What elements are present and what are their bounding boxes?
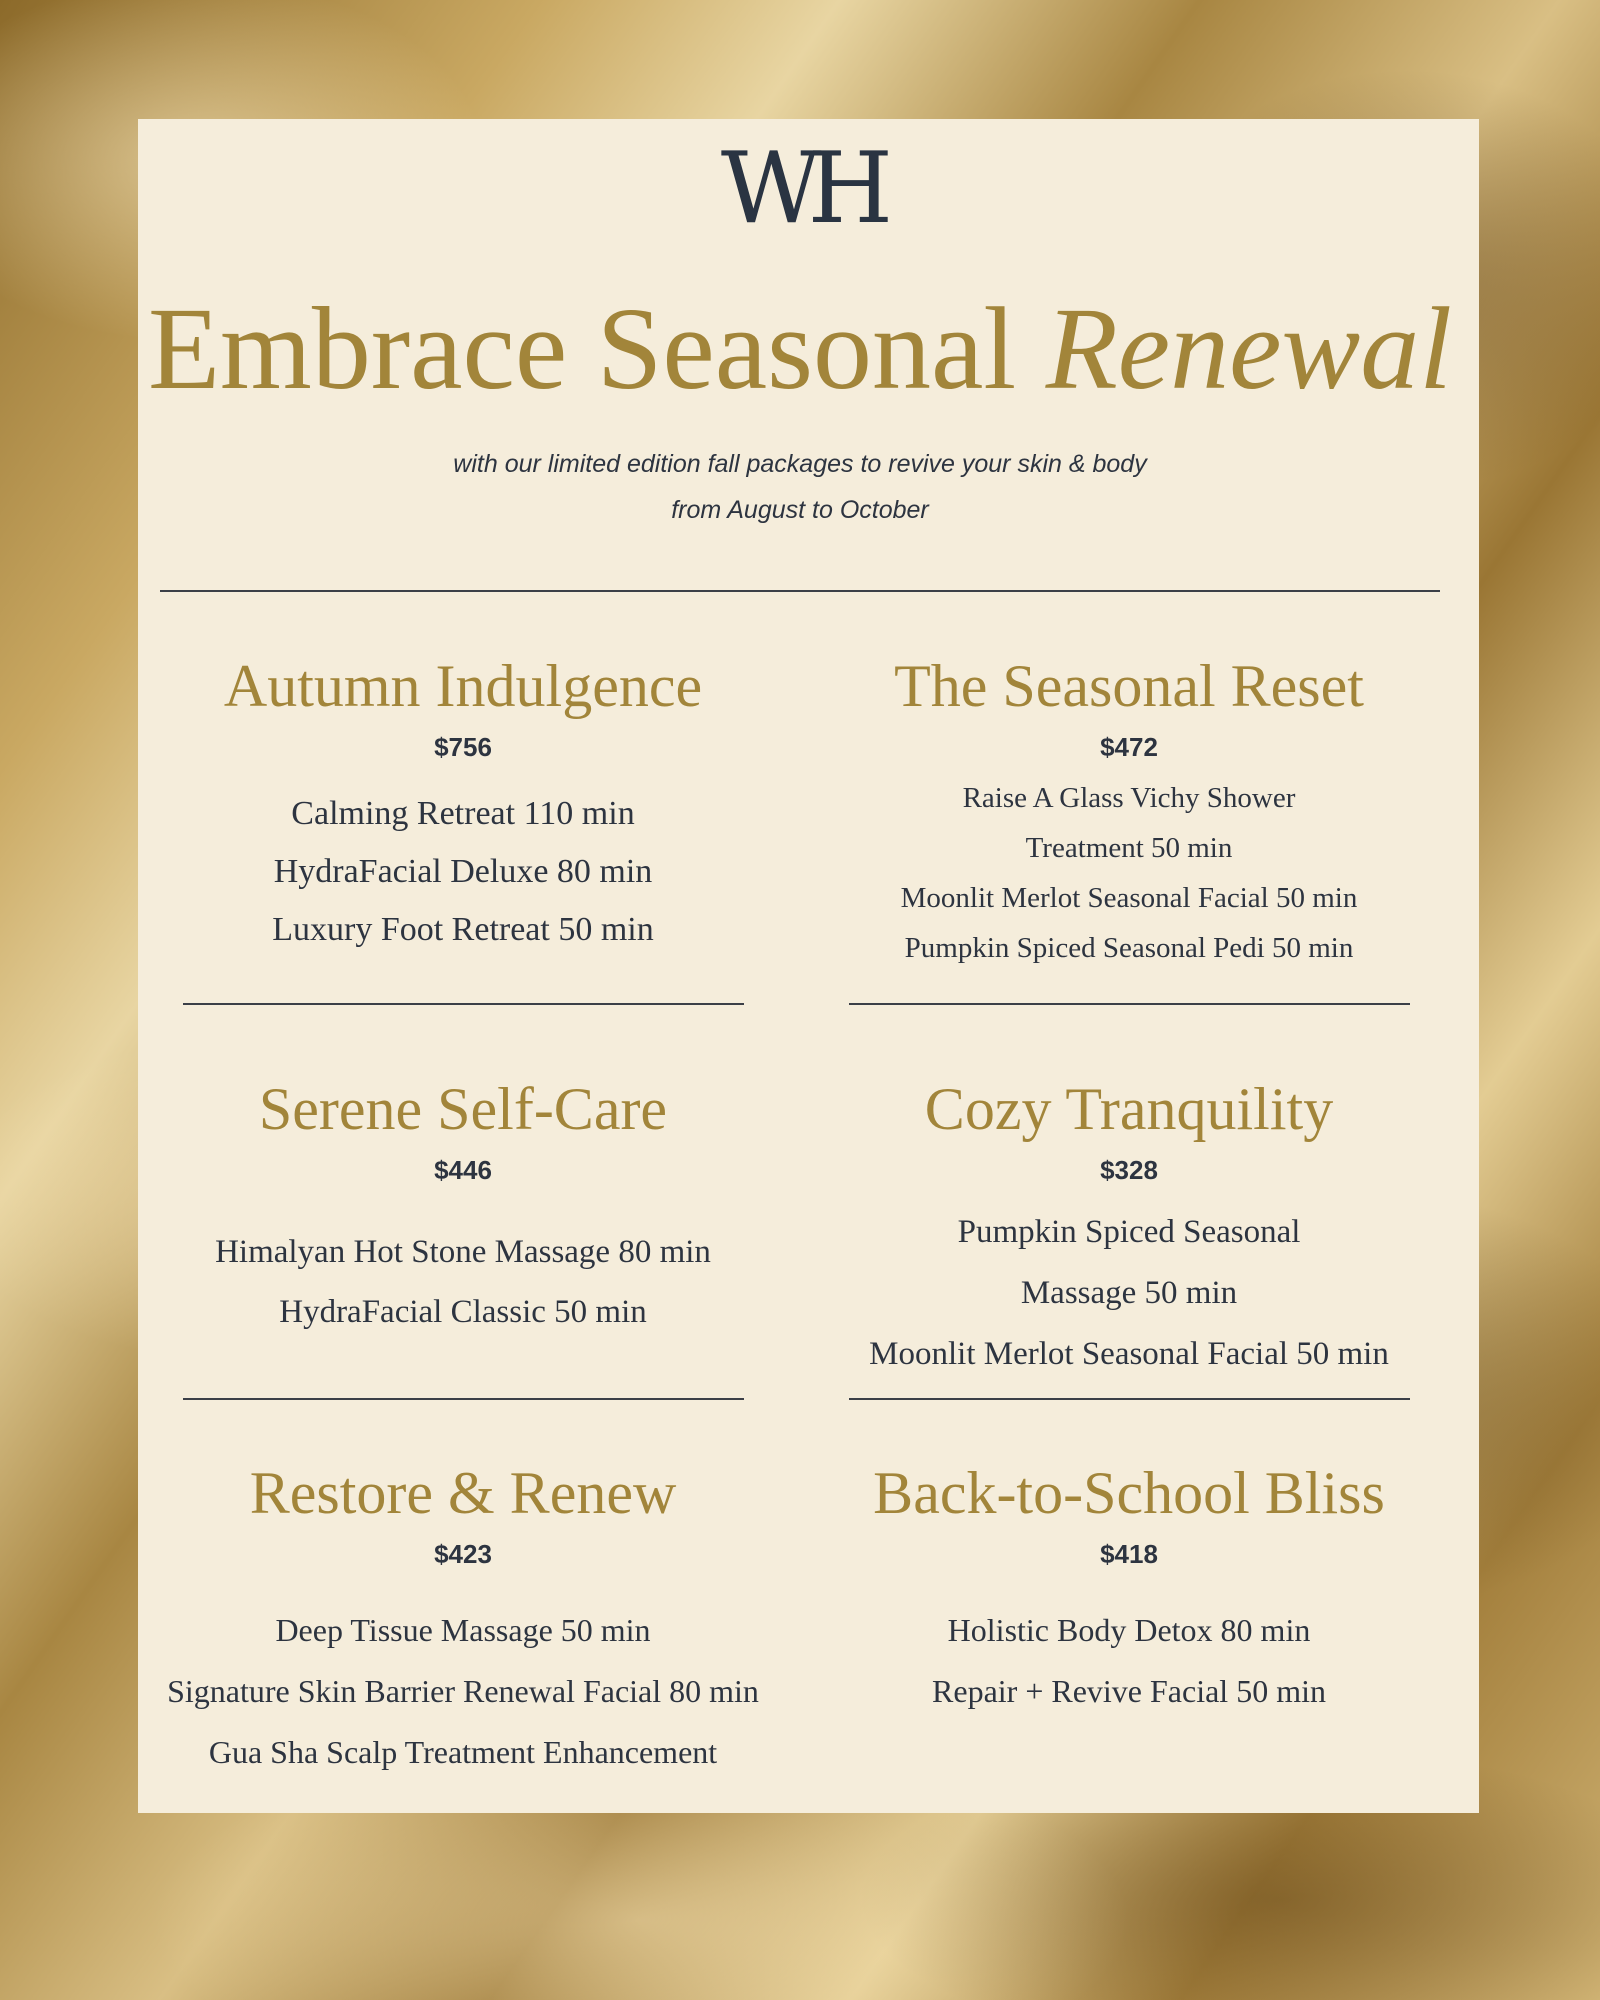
section-divider [183,1398,744,1400]
package-item: Himalyan Hot Stone Massage 80 min [215,1234,711,1270]
section-divider [849,1003,1410,1005]
package-item: Signature Skin Barrier Renewal Facial 80 min [167,1673,759,1709]
package-item: HydraFacial Classic 50 min [279,1294,647,1330]
package-the-seasonal-reset [796,653,1462,973]
headline [0,283,1600,414]
package-price: $756 [434,732,492,762]
package-item: Treatment 50 min [1025,832,1233,864]
package-name: The Seasonal Reset [894,653,1364,719]
package-name: Autumn Indulgence [223,653,703,719]
package-item: Pumpkin Spiced Seasonal Pedi 50 min [904,932,1354,964]
package-autumn-indulgence [130,653,796,959]
package-item: Pumpkin Spiced Seasonal [957,1214,1301,1250]
header-divider [160,590,1440,592]
headline-main: Embrace Seasonal [147,283,1046,414]
package-price: $472 [1100,732,1158,762]
subheadline-line1: with our limited edition fall packages to revive your skin & body [453,450,1147,478]
subheadline-line2: from August to October [671,496,929,524]
package-back-to-school-bliss [796,1460,1462,1722]
package-item: Repair + Revive Facial 50 min [932,1673,1326,1709]
package-restore-and-renew [130,1460,796,1783]
package-serene-self-care [130,1076,796,1342]
package-name: Serene Self-Care [258,1076,668,1142]
package-price: $446 [434,1155,492,1185]
headline-accent: Renewal [1045,283,1453,414]
package-name: Back-to-School Bliss [873,1460,1385,1526]
package-item: Massage 50 min [1020,1275,1238,1311]
package-item: Gua Sha Scalp Treatment Enhancement [208,1734,718,1770]
package-price: $423 [434,1539,492,1569]
brand-logo: WH [720,132,880,246]
section-divider [183,1003,744,1005]
package-price: $328 [1100,1155,1158,1185]
package-cozy-tranquility [796,1076,1462,1385]
package-item: Moonlit Merlot Seasonal Facial 50 min [900,882,1358,914]
package-name: Cozy Tranquility [924,1076,1334,1142]
package-item: Moonlit Merlot Seasonal Facial 50 min [869,1336,1389,1372]
package-item: Raise A Glass Vichy Shower [962,782,1296,814]
package-item: Luxury Foot Retreat 50 min [272,911,654,948]
package-item: HydraFacial Deluxe 80 min [273,853,653,890]
section-divider [849,1398,1410,1400]
package-price: $418 [1100,1539,1158,1569]
package-name: Restore & Renew [249,1460,677,1526]
package-item: Holistic Body Detox 80 min [947,1612,1311,1648]
package-item: Deep Tissue Massage 50 min [275,1612,651,1648]
package-item: Calming Retreat 110 min [291,795,635,832]
